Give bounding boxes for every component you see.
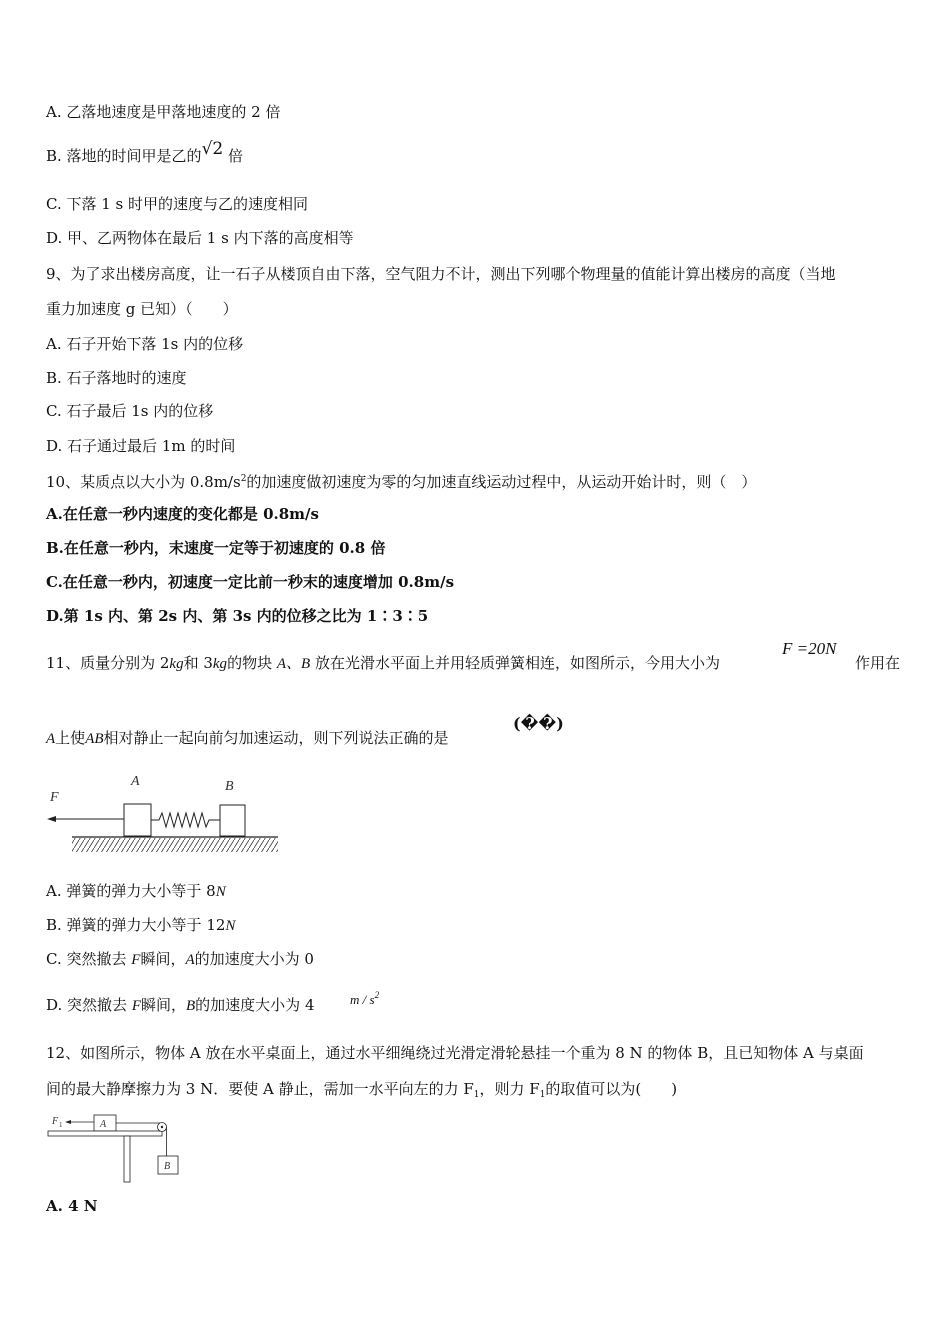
q9-option-d: D. 石子通过最后 1m 的时间 xyxy=(46,437,236,455)
q10-stem-rest: 的加速度做初速度为零的匀加速直线运动过程中，从运动开始计时，则（ ） xyxy=(246,473,757,491)
q9-option-a: A. 石子开始下落 1s 内的位移 xyxy=(46,335,244,353)
fig11-ground-hatch xyxy=(72,838,278,852)
arrow-left-icon xyxy=(47,816,56,822)
fig11-spring xyxy=(151,813,220,827)
q11-option-d-text: D. 突然撤去 xyxy=(46,996,128,1014)
q12-text-1: 间的最大静摩擦力为 3 N．要使 A 静止，需加一水平向左的力 F xyxy=(46,1080,474,1098)
q11-text-7: 相对静止一起向前匀加速运动，则下列说法正确的是 xyxy=(103,729,449,747)
q10-option-b: B.在任意一秒内，末速度一定等于初速度的 0.8 倍 xyxy=(46,539,386,557)
unit-meters-per-second: m / s xyxy=(350,992,375,1007)
q11-option-c-end: 的加速度大小为 0 xyxy=(194,950,314,968)
q11-option-a xyxy=(46,881,226,902)
q8-option-a: A. 乙落地速度是甲落地速度的 2 倍 xyxy=(46,103,281,121)
q11-text-4: 放在光滑水平面上并用轻质弹簧相连，如图所示，今用大小为 xyxy=(314,654,720,672)
q12-subscript-2: 1 xyxy=(539,1090,546,1100)
unit-kg: kg xyxy=(212,656,228,672)
unit-kg: kg xyxy=(169,656,184,672)
q9-option-c: C. 石子最后 1s 内的位移 xyxy=(46,402,214,420)
fig11-block-b-label: B xyxy=(225,779,234,794)
unit-newton: N xyxy=(225,918,236,934)
q8-option-c: C. 下落 1 s 时甲的速度与乙的速度相同 xyxy=(46,195,309,213)
unit-newton: N xyxy=(215,884,226,900)
q11-text-6: 上使 xyxy=(55,729,86,747)
fig11-block-b xyxy=(220,805,245,836)
q12-subscript-1: 1 xyxy=(473,1090,480,1100)
q9-option-b: B. 石子落地时的速度 xyxy=(46,369,187,387)
q11-stem-line1 xyxy=(46,653,720,674)
q11-block-a-ref: A xyxy=(46,731,56,747)
q11-text-2: 和 3 xyxy=(183,654,213,672)
q11-option-d-end: 的加速度大小为 4 xyxy=(195,996,315,1014)
q11-text-5: 作用在 xyxy=(855,654,901,672)
q11-option-c-block: A xyxy=(185,952,195,968)
q10-stem xyxy=(46,469,756,492)
arrow-left-icon xyxy=(65,1120,71,1124)
q10-option-a: A.在任意一秒内速度的变化都是 0.8m/s xyxy=(46,505,319,523)
q11-option-d-block: B xyxy=(186,998,196,1014)
q11-ab-ref: AB xyxy=(85,731,104,747)
fig12-force-subscript: 1 xyxy=(59,1121,63,1129)
q11-option-d-mid: 瞬间， xyxy=(140,996,186,1014)
q11-option-c-force: F xyxy=(131,952,141,968)
q12-option-a: A. 4 N xyxy=(46,1197,98,1215)
fig12-force-label: F xyxy=(52,1116,59,1127)
q11-spring-blocks-figure xyxy=(44,768,284,858)
q10-stem-text: 10、某质点以大小为 0.8m/s xyxy=(46,473,241,491)
q9-stem-line2: 重力加速度 g 已知）（ ） xyxy=(46,300,238,318)
q12-stem-line2 xyxy=(46,1079,677,1105)
fig12-block-a-label: A xyxy=(100,1119,107,1130)
q11-option-d xyxy=(46,995,314,1016)
fig11-block-a-label: A xyxy=(131,774,140,789)
q11-option-c-mid: 瞬间， xyxy=(140,950,186,968)
q12-stem-line1: 12、如图所示，物体 A 放在水平桌面上，通过水平细绳绕过光滑定滑轮悬挂一个重为 8 N 的物体 B，且已知物体 A 与桌面 xyxy=(46,1044,864,1062)
q11-answer-bracket: (��) xyxy=(513,714,564,733)
q12-pulley-figure xyxy=(44,1108,194,1186)
sqrt-two: √2 xyxy=(201,139,224,159)
q11-option-a-text: A. 弹簧的弹力大小等于 8 xyxy=(46,882,216,900)
q11-blocks-label: A、B xyxy=(276,656,311,672)
unit-superscript: 2 xyxy=(374,990,380,1000)
fig12-table-leg xyxy=(124,1136,130,1182)
q12-text-3: 的取值可以为( ) xyxy=(545,1080,678,1098)
q8-option-b xyxy=(46,139,244,166)
q11-option-c xyxy=(46,949,314,970)
fig12-block-b-label: B xyxy=(164,1161,171,1172)
q11-option-d-unit xyxy=(350,985,379,1010)
q11-option-b xyxy=(46,915,235,936)
q11-stem-line2 xyxy=(46,728,449,749)
q8-option-b-suffix: 倍 xyxy=(228,147,244,165)
q12-text-2: ，则力 F xyxy=(479,1080,540,1098)
q11-option-b-text: B. 弹簧的弹力大小等于 12 xyxy=(46,916,226,934)
q9-stem-line1: 9、为了求出楼房高度，让一石子从楼顶自由下落，空气阻力不计，测出下列哪个物理量的值能计算出楼房的高度（当地 xyxy=(46,265,836,283)
q10-option-c: C.在任意一秒内，初速度一定比前一秒末的速度增加 0.8m/s xyxy=(46,573,455,591)
q10-option-d: D.第 1s 内、第 2s 内、第 3s 内的位移之比为 1∶3∶5 xyxy=(46,607,429,625)
q11-option-d-force: F xyxy=(131,998,141,1014)
fig12-pulley-axle xyxy=(161,1126,163,1128)
fig11-force-label: F xyxy=(50,790,59,805)
q8-option-b-text: B. 落地的时间甲是乙的 xyxy=(46,147,202,165)
q11-force-expression: F =20N xyxy=(782,639,837,658)
q10-superscript: 2 xyxy=(240,474,247,484)
q8-option-d: D. 甲、乙两物体在最后 1 s 内下落的高度相等 xyxy=(46,229,354,247)
q11-text-1: 11、质量分别为 2 xyxy=(46,654,170,672)
fig11-block-a xyxy=(124,804,151,836)
q11-text-3: 的物块 xyxy=(227,654,273,672)
q11-option-c-text: C. 突然撤去 xyxy=(46,950,127,968)
fig12-table-top xyxy=(48,1131,162,1136)
